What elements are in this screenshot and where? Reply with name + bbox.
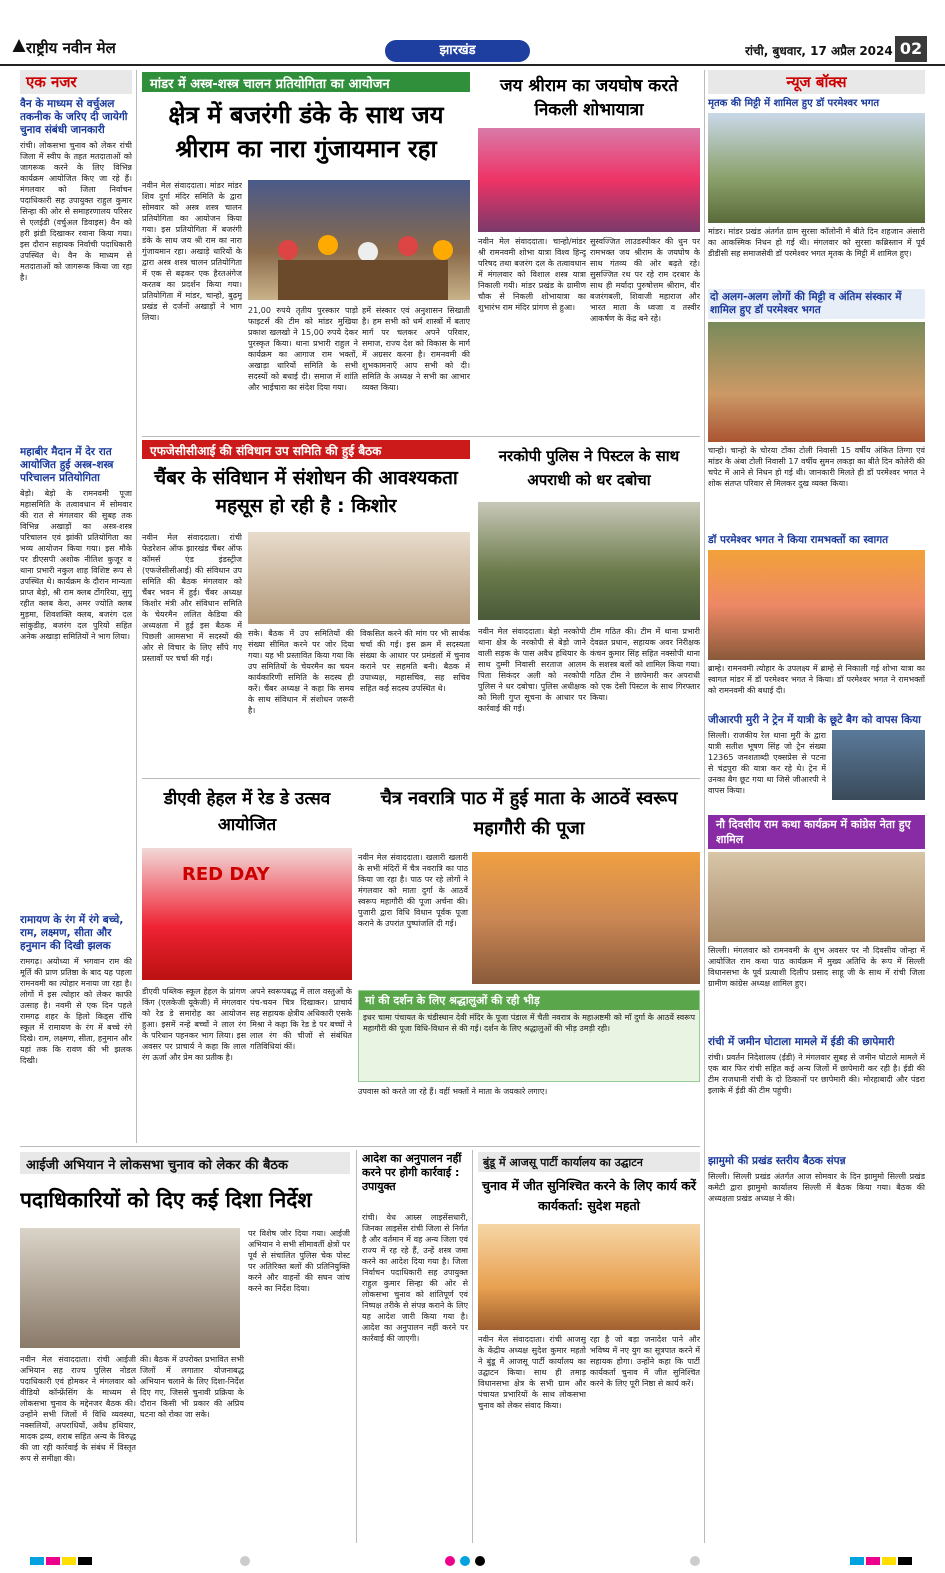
- brief-body: चान्हो। चान्हो के चोरया टोंका टोली निवासी 15 वर्षीय अंकित तिग्गा एवं मांडर के अंबा टोली निवासी 17 वर्षीय सुमन लकड़ा का बीते दिन कोलेरी की चपेट में आने से निधन हो गई थी। जानकारी मिलते ही डॉ परमेश्वर भगत ने शोक संतप्त परिवार से मिलकर दुख व्यक्त किया।: [708, 446, 925, 488]
- newspaper-brand: राष्ट्रीय नवीन मेल: [26, 39, 116, 57]
- brief-body: सिल्ली। सिल्ली प्रखंड अंतर्गत आज सोमवार के दिन झामुमो सिल्ली प्रखंड कमेटी द्वारा झामुमो कार्यालय सिल्ली में बैठक किया गया। बैठक की अध्यक्षता प्रखंड अध्यक्ष ने की।: [708, 1172, 925, 1203]
- section-head-ek-nazar: एक नजर: [20, 70, 132, 94]
- brief-title: वैन के माध्यम से वर्चुअल तकनीक के जरिए दी जायेगी चुनाव संबंधी जानकारी: [20, 98, 128, 136]
- color-swatch: [46, 1557, 60, 1565]
- pen-nib-icon: [12, 39, 26, 52]
- registration-dot: [240, 1556, 250, 1566]
- story-body: हमें संस्कार एवं अनुशासन सिखाती है। हम सभी को धर्म शास्त्रों में बताए मार्ग पर चलकर अपने परिवार, समाज, राज्य देश को विकास के मार्ग में अग्रसर करना है। रामनवमी की शुभकामनाएँ आप सभी को दी। समिति के अध्यक्ष ने सभी का आभार व्यक्त किया।: [362, 306, 470, 392]
- crowd-photo-icon: [248, 180, 470, 300]
- brief-title: झामुमो की प्रखंड स्तरीय बैठक संपन्न: [708, 1155, 846, 1167]
- brief-body: ब्राम्हे। रामनवमी त्योहार के उपलक्ष्य में ब्राम्हे से निकाली गई शोभा यात्रा का स्वागत मांडर में डॉ परमेश्वर भगत ने किया। डॉ परमेश्वर भगत ने रामभक्तों को रामनवमी की बधाई दी।: [708, 664, 925, 695]
- story-body: अपने स्वरूपबद्ध में लाल वस्तुओं के पंच-चयन चित्र दिखाकर। प्राचार्य सह सहायक क्षेत्रीय अधिकारी एसके मिश्रा ने कहा कि रेड डे पर बच्चों ने लाल रंग की चीजों से संबंधित गतिविधियां कीं।: [250, 987, 352, 1051]
- photo-welcome: [708, 550, 925, 660]
- story-kicker: एफजेसीसीआई की संविधान उप समिति की हुई बैठक: [142, 440, 470, 459]
- story-body: रांची। वेध आम्र्स लाइसेंसधारी, जिनका लाइसेंस रांची जिला से निर्गत है और वर्तमान में वह अन्य जिला एवं राज्य में रह रहे हैं, उन्हें शस्त्र जमा करने का आदेश दिया गया है। जिला निर्वाचन पदाधिकारी सह उपायुक्त राहुल कुमार सिन्हा की ओर से लोकसभा चुनाव को शांतिपूर्ण एवं निष्पक्ष तरीके से संपन्न कराने के लिए यह आदेश जारी किया गया है। आदेश का अनुपालन नहीं करने पर कार्रवाई की जाएगी।: [362, 1213, 468, 1343]
- story-headline: आदेश का अनुपालन नहीं करने पर होगी कार्रवाई : उपायुक्त: [362, 1152, 462, 1193]
- print-registration-strip: [0, 1548, 945, 1573]
- brief-title: महाबीर मैदान में देर रात आयोजित हुई अस्त्र-शस्त्र परिचालन प्रतियोगिता: [20, 446, 114, 484]
- story-body: पर विशेष जोर दिया गया। आईजी अभियान ने सभी सीमावर्ती क्षेत्रों पर पूर्व से संचालित पुलिस चेक पोस्ट पर अतिरिक्त बलों की प्रतिनियुक्ति करने और वाहनों की सघन जांच करने का निर्देश दिया।: [248, 1229, 350, 1293]
- brief-title: रांची में जमीन घोटाला मामले में ईडी की छापेमारी: [708, 1036, 895, 1048]
- photo-graveyard: [708, 113, 925, 223]
- story-body: सुस्वज्जित लाउडस्पीकर की धुन पर रामभक्त जय श्रीराम के जयघोष के साथ गंतव्य की ओर बढ़ते रहे। सुसज्जित रथ पर रहे राम दरबार के साथ ही मर्यादा पुरुषोत्तम श्रीराम, वीर बजरंगबली, शिवाजी महाराज और भारत माता के ध्वजा व तस्वीर आकर्षण के केंद्र बने रहे।: [590, 237, 700, 323]
- color-swatch: [62, 1557, 76, 1565]
- story-body: नवीन मेल संवाददाता। बेड़ो नरकोपी थाना क्षेत्र के नरकोपी से बेड़ो जाने वाली सड़क के पास अवैध हथियार के साथ दुम्मी निवासी सरताज आलम पिता सिकंदर अली को नरकोपी पुलिस ने धर दबोचा। पुलिस अधीक्षक को मिली गुप्त सूचना के आधार पर कार्रवाई की गई।: [478, 627, 586, 713]
- photo-shobhayatra: [478, 128, 700, 232]
- info-box-body: इधर चामा पंचायत के चंडीस्थान देवी मंदिर के पूजा पंडाल में चैती नवरात्र के महाअष्टमी को माँ दुर्गा के आठवें स्वरूप महागौरी की पूजा विधि-विधान से की गई। दर्शन के लिए श्रद्धालुओं की भीड़ उमड़ी रही।: [363, 1013, 695, 1033]
- photo-procession: [248, 180, 470, 300]
- story-body: की। बैठक में उपरोक्त प्रभावित सभी जिलों में लगातार योजनाबद्ध अभियान चलाने के लिए दिशा-निर्देश दिए गए, जिससे चुनावी प्रक्रिया के दौरान किसी भी प्रकार की अप्रिय घटना को रोका जा सके।: [140, 1355, 244, 1419]
- story-body: डीएवी पब्लिक स्कूल हेहल के प्रांगण किंग (एलकेजी यूकेजी) में मंगलवार को रेड डे समारोह का आयोजन हुआ। इसमें नन्हे बच्चों ने लाल रंग के परिधान पहनकर भाग लिया। इस अवसर पर प्राचार्य ने कहा कि लाल रंग ऊर्जा और प्रेम का प्रतीक है।: [142, 987, 246, 1062]
- color-swatch: [30, 1557, 44, 1565]
- brief-title: मृतक की मिट्टी में शामिल हुए डॉ परमेश्वर भगत: [708, 98, 880, 109]
- brief-body: रांची। प्रवर्तन निदेशालय (ईडी) ने मंगलवार सुबह से जमीन घोटाले मामले में एक बार फिर रांची सहित कई अन्य जिलों में छापेमारी कर रही है। ईडी की टीम राजधानी रांची के दो ठिकानों पर छापेमारी की। मोरहाबादी और पंडरा इलाके में ईडी की टीम पहुंची।: [708, 1053, 925, 1095]
- section-rule: [142, 778, 700, 779]
- column-divider: [356, 1150, 357, 1543]
- page-number: 02: [895, 36, 927, 62]
- story-headline: चैंबर के संविधान में संशोधन की आवश्यकता महसूस हो रही है : किशोर: [154, 467, 458, 517]
- registration-dot: [475, 1556, 485, 1566]
- brief-body: रांची। लोकसभा चुनाव को लेकर रांची जिला में स्वीप के तहत मतदाताओं को जागरूक करने के लिए विभिन्न कार्यक्रम आयोजित किए जा रहे हैं। मंगलवार को जिला निर्वाचन पदाधिकारी सह उपायुक्त राहुल कुमार सिन्हा की ओर से समाहरणालय परिसर से एलईडी (वर्चुअल डिवाइस) वैन को हरी झंडी दिखाकर रवाना किया गया। इस दौरान सहायक निर्वाची पदाधिकारी उपस्थित थे। वैन के माध्यम से मतदाताओं को जागरूक किया जा रहा है।: [20, 141, 132, 282]
- color-swatch: [850, 1557, 864, 1565]
- registration-dot: [460, 1556, 470, 1566]
- photo-red-day: [142, 848, 352, 980]
- story-body: नवीन मेल संवाददाता। रांची आजसू के केंद्रीय अध्यक्ष सुदेश कुमार महतो ने बुंडू में आजसू पार्टी कार्यालय का उद्घाटन किया। साथ ही तमाड़ विधानसभा क्षेत्र के सभी ग्राम और पंचायत प्रभारियों के साथ लोकसभा चुनाव को लेकर संवाद किया।: [478, 1335, 586, 1410]
- brief-body: बेड़ो। बेड़ो के रामनवमी पूजा महासमिति के तत्वावधान में सोमवार की रात से मंगलवार की सुबह तक विभिन्न अखाड़ों का अस्त्र-शस्त्र परिचालन एवं झांकी प्रतियोगिता का भव्य आयोजन किया गया। इस मौके पर डीएसपी अशोक नीतिश कुजूर व थाना प्रभारी नकुल शाह विशिष्ट रूप से उपस्थित थे। कार्यक्रम के दौरान मान्यता प्राप्त बेड़ो, श्री राम क्लब टोंगरिया, सुगु रहीत क्लब केरा, अमर ज्योति क्लब मुड़मा, शिवशक्ति क्लब, बजरंग दल सांकुडीह, बजरंग दल पुरियो सहित अनेक अखाड़ा समितियों ने भाग लिया।: [20, 489, 132, 641]
- story-body: उपवास को करते जा रहे हैं। वहीं भक्तों ने माता के जयकारे लगाए।: [358, 1087, 548, 1096]
- brief-title: दो अलग-अलग लोगों की मिट्टी व अंतिम संस्कार में शामिल हुए डॉ परमेश्वर भगत: [708, 289, 925, 319]
- section-rule: [142, 436, 700, 437]
- brand-logo: [12, 38, 26, 52]
- photo-grp-bag: [832, 730, 925, 800]
- story-body: नवीन मेल संवाददाता। मांडर मांडर शिव दुर्गा मंदिर समिति के द्वारा सोमवार को अस्त्र शस्त्र चालन प्रतियोगिता का आयोजन किया गया। इस प्रतियोगिता में बजरंगी डंके के साथ जय श्री राम का नारा गुंजायमान रहा। अखाड़े धारियों के द्वारा अस्त्र शस्त्र चालन प्रतियोगिता में एक से बढ़कर एक हैरतअंगेज करतब का प्रदर्शन किया गया। प्रतियोगिता में मांडर, चान्हो, बुढ़मू प्रखंड से दर्जनों अखाड़ों ने भाग लिया।: [142, 181, 242, 322]
- story-body: नवीन मेल संवाददाता। रांची फेडरेशन ऑफ झारखंड चैंबर ऑफ कॉमर्स एंड इंडस्ट्रीज (एफजेसीसीआई) की संविधान उप समिति की बैठक मंगलवार को चैंबर भवन में हुई। चैंबर अध्यक्ष किशोर मंत्री और संविधान समिति के चेयरमैन ललित केडिया की अध्यक्षता में हुई इस बैठक में पिछली आमसभा में सदस्यों की ओर से विचार के लिए सौंपे गए प्रस्तावों पर चर्चा की गई।: [142, 533, 242, 663]
- section-rule: [20, 1146, 700, 1147]
- brief-title: डॉ परमेश्वर भगत ने किया रामभक्तों का स्वागत: [708, 534, 889, 546]
- news-box: [708, 70, 925, 1543]
- story-headline: नरकोपी पुलिस ने पिस्टल के साथ अपराधी को धर दबोचा: [498, 447, 680, 489]
- story-headline: डीएवी हेहल में रेड डे उत्सव आयोजित: [163, 789, 331, 835]
- photo-banner-text: RED DAY: [182, 864, 270, 885]
- column-divider: [472, 1150, 473, 1543]
- brief-body: सिल्ली। राजकीय रेल थाना मुरी के द्वारा यात्री सतीश भूषण सिंह जो ट्रेन संख्या 12365 जनशताब्दी एक्सप्रेस से पटना से चंद्रपुरा की यात्रा कर रहे थे। ट्रेन में उनका बैग छूट गया था जिसे जीआरपी ने वापस किया।: [708, 731, 826, 795]
- photo-ramkatha: [708, 852, 925, 942]
- masthead: [0, 0, 945, 72]
- section-head-news-box: न्यूज बॉक्स: [708, 70, 925, 94]
- color-swatch: [78, 1557, 92, 1565]
- story-body: सके। बैठक में उप समितियों की संख्या सीमित करने पर जोर दिया गया। यह भी प्रस्तावित किया गया कि उप समितियों के चेयरमैन का चयन कार्यकारिणी समिति के सदस्य ही करें। चैंबर अध्यक्ष ने कहा कि समय के साथ संविधान में संशोधन जरूरी है।: [248, 629, 354, 715]
- story-body: नवीन मेल संवाददाता। चान्हो/मांडर श्री रामनवमी शोभा यात्रा विश्व हिन्दू परिषद तथा बजरंग दल के तत्वावधान में मंगलवार को विशाल शस्त्र यात्रा निकाली गयी। मांडर प्रखंड के ग्रामीण चौक से निकली शोभायात्रा का शुभारंभ राम मंदिर प्रांगण से हुआ।: [478, 237, 586, 312]
- photo-ig-meeting: [20, 1228, 240, 1348]
- info-box-title: मां की दर्शन के लिए श्रद्धालुओं की रही भीड़: [359, 991, 699, 1010]
- story-headline: पदाधिकारियों को दिए कई दिशा निर्देश: [20, 1188, 312, 1212]
- story-headline: क्षेत्र में बजरंगी डंके के साथ जय श्रीराम का नारा गुंजायमान रहा: [168, 101, 444, 163]
- story-body: नवीन मेल संवाददाता। रांची आईजी अभियान सह राज्य पुलिस नोडल पदाधिकारी एवं होमकर ने मंगलवार को वीडियो कॉन्फ्रेंसिंग के माध्यम से लोकसभा चुनाव के मद्देनजर बैठक की। उन्होंने सभी जिलों में विधि व्यवस्था, नक्सलियों, अपराधियों, अवैध हथियार, मादक द्रव्य, शराब सहित अन्य के विरुद्ध की जा रही कार्रवाई के संबंध में विस्तृत रूप से समीक्षा की।: [20, 1355, 136, 1463]
- photo-police-arrest: [478, 502, 700, 620]
- story-body: रहा है जो बड़ा जनादेश पाने और भविष्य में नए युग का सूत्रपात करने में सहायक होगा। उन्होंने कहा कि पार्टी कार्यकर्ता चुनाव में जीत सुनिश्चित करने के लिए पूरी निष्ठा से कार्य करें।: [590, 1335, 700, 1388]
- section-label: झारखंड: [385, 40, 530, 62]
- photo-navratri-puja: [472, 852, 700, 984]
- story-headline: जय श्रीराम का जयघोष करते निकली शोभायात्रा: [499, 76, 679, 120]
- registration-dot: [445, 1556, 455, 1566]
- story-body: नवीन मेल संवाददाता। खलारी खलारी के सभी मंदिरों में चैत्र नवरात्रि का पाठ किया जा रहा है। पाठ पर रहे लोगों ने मंगलवार को माता दुर्गा के आठवें स्वरूप महागौरी की पूजा अर्चना की। पुजारी द्वारा विधि विधान पूर्वक पूजा कराने के उपरांत पुष्पांजलि दी गई।: [358, 853, 468, 928]
- brief-title: नौ दिवसीय राम कथा कार्यक्रम में कांग्रेस नेता हुए शामिल: [708, 815, 925, 849]
- masthead-rule: [0, 64, 945, 66]
- photo-cremation: [708, 322, 925, 442]
- color-swatch: [898, 1557, 912, 1565]
- story-kicker: मांडर में अस्त्र-शस्त्र चालन प्रतियोगिता का आयोजन: [142, 72, 470, 92]
- brief-body: रामगढ़। अयोध्या में भगवान राम की मूर्ति की प्राण प्रतिष्ठा के बाद यह पहला रामनवमी का त्योहार मनाया जा रहा है। लोगों में इस त्योहार को लेकर काफी उत्साह है। नवमी से एक दिन पहले रामगढ़ शहर के हिलो किड्स राँचि स्कूल में रामायण के रंग में बच्चे रंगे दिखे। राम, लक्ष्मण, सीता, हनुमान और यहां तक कि रावण की भी झलक दिखी।: [20, 957, 132, 1065]
- brief-title: रामायण के रंग में रंगे बच्चे, राम, लक्ष्मण, सीता और हनुमान की दिखी झलक: [20, 914, 124, 952]
- brief-body: सिल्ली। मंगलवार को रामनवमी के शुभ अवसर पर नौ दिवसीय जोन्हा में आयोजित राम कथा पाठ कार्यक्रम में मुख्य अतिथि के रूप में सिल्ली विधानसभा के पूर्व प्रत्याशी दिलीप प्रसाद साहू जी के साथ में रांची जिला ग्रामीण कांग्रेस अध्यक्ष शामिल हुए।: [708, 946, 925, 988]
- brief-title: जीआरपी मुरी ने ट्रेन में यात्री के छूटे बैग को वापस किया: [708, 714, 921, 726]
- registration-dot: [690, 1556, 700, 1566]
- story-kicker: बुंडू में आजसू पार्टी कार्यालय का उद्घाटन: [478, 1152, 700, 1172]
- story-kicker: आईजी अभियान ने लोकसभा चुनाव को लेकर की बैठक: [20, 1152, 350, 1174]
- color-swatch: [882, 1557, 896, 1565]
- story-headline: चैत्र नवरात्रि पाठ में हुई माता के आठवें स्वरूप महागौरी की पूजा: [380, 788, 678, 839]
- photo-chamber-meeting: [248, 532, 470, 624]
- brief-with-photo: [708, 730, 925, 812]
- info-box: [358, 990, 700, 1082]
- photo-office-inauguration: [478, 1224, 700, 1330]
- story-headline: चुनाव में जीत सुनिश्चित करने के लिए कार्य करें कार्यकर्ता: सुदेश महतो: [482, 1178, 696, 1213]
- column-divider: [704, 70, 705, 1543]
- story-body: 21,00 रुपये तृतीय पुरस्कार पाड़ो फाइटर्स की टीम को मांडर मुखिया प्रकाश खलखो ने 15,00 रुपये देकर पुरस्कृत किया। थाना प्रभारी राहुल ने कार्यक्रम का आगाज राम भक्तों, अखाड़ा धारियों समिति के सभी सदस्यों को बधाई दी। समाज में शांति और भाईचारा का संदेश दिया गया।: [248, 306, 358, 392]
- dateline: रांची, बुधवार, 17 अप्रैल 2024: [745, 44, 893, 58]
- brief-body: मांडर। मांडर प्रखंड अंतर्गत ग्राम सुरसा कॉलोनी में बीते दिन शहजान अंसारी का आकस्मिक निधन हो गई थी। मंगलवार को सुरसा कब्रिस्तान में पूर्व डीडीसी सह समाजसेवी डॉ परमेश्वर भगत मृतक के मिट्टी में शामिल हुए।: [708, 227, 925, 258]
- column-divider: [136, 70, 137, 1143]
- color-swatch: [866, 1557, 880, 1565]
- story-body: विकसित करने की मांग पर भी सार्थक चर्चा की गई। इस क्रम में सदस्यता संख्या के आधार पर प्रमंडलों में चुनाव कराने पर सहमति बनी। बैठक में उपाध्यक्ष, महासचिव, सह सचिव सहित कई सदस्य उपस्थित थे।: [360, 629, 470, 693]
- story-body: टीम गठित की। टीम में थाना प्रभारी देवव्रत प्रधान, सहायक अवर निरीक्षक कंचन कुमार सिंह सहित नक्सोपी थाना के सशस्त्र बलों को शामिल किया गया। गठित टीम ने छापेमारी कर अपराधी को एक देसी पिस्टल के साथ गिरफ्तार किया।: [590, 627, 700, 702]
